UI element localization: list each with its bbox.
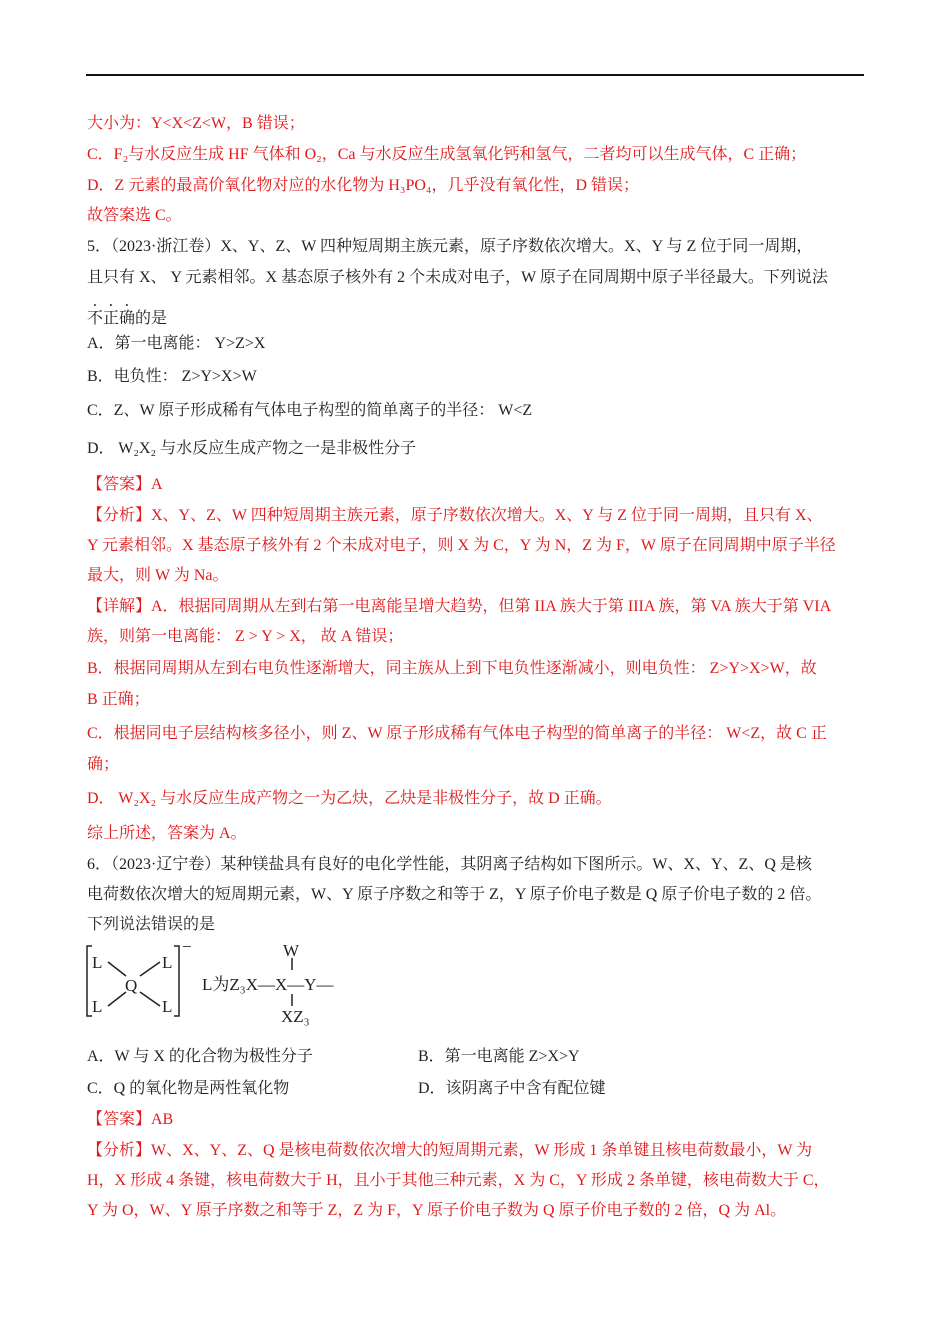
prev-line: 大小为：Y<X<Z<W，B 错误； bbox=[87, 115, 305, 132]
ligand-label: L bbox=[92, 997, 103, 1016]
q6-option-b: B．第一电离能 Z>X>Y bbox=[418, 1048, 580, 1065]
ligand-label: L bbox=[162, 997, 173, 1016]
q6-answer: 【答案】AB bbox=[87, 1111, 174, 1128]
ligand-definition: L为Z₃X—X—Y— bbox=[202, 975, 334, 994]
prev-line: C．F₂与水反应生成 HF 气体和 O₂，Ca 与水反应生成氢氧化钙和氢气，二者均可以生成气体，C 正确； bbox=[87, 146, 807, 163]
q5-stem-rest: 的是 bbox=[135, 310, 168, 327]
q5-detail: D． W₂X₂ 与水反应生成产物之一为乙炔，乙炔是非极性分子，故 D 正确。 bbox=[87, 790, 612, 807]
q6-stem: 电荷数依次增大的短周期元素，W、Y 原子序数之和等于 Z，Y 原子价电子数是 Q 原子价电子数的 2 倍。 bbox=[87, 886, 822, 903]
anion-structure-figure bbox=[84, 940, 374, 1030]
q5-detail: B 正确； bbox=[87, 691, 150, 708]
q5-detail: C．根据同电子层结构核多径小，则 Z、W 原子形成稀有气体电子构型的简单离子的半径： W<Z，故 C 正 bbox=[87, 725, 827, 742]
q6-analysis: 【分析】W、X、Y、Z、Q 是核电荷数依次增大的短周期元素，W 形成 1 条单键且核电荷数最小，W 为 bbox=[87, 1142, 813, 1159]
bottom-substituent: XZ₃ bbox=[281, 1007, 310, 1026]
header-rule bbox=[86, 74, 864, 76]
q5-option-d: D． W₂X₂ 与水反应生成产物之一是非极性分子 bbox=[87, 440, 417, 457]
q6-stem: 下列说法错误的是 bbox=[87, 916, 216, 933]
ligand-label: L bbox=[162, 953, 173, 972]
q6-option-a: A．W 与 X 的化合物为极性分子 bbox=[87, 1048, 313, 1065]
ligand-label: L bbox=[92, 953, 103, 972]
q6-analysis: H，X 形成 4 条键，核电荷数大于 H，且小于其他三种元素，X 为 C，Y 形成 2 条单键，核电荷数大于 C， bbox=[87, 1172, 830, 1189]
prev-line: 故答案选 C。 bbox=[87, 207, 182, 224]
q5-option-b: B．电负性： Z>Y>X>W bbox=[87, 368, 257, 385]
prev-line: D．Z 元素的最高价氧化物对应的水化物为 H₃PO₄，几乎没有氧化性，D 错误； bbox=[87, 177, 640, 194]
q5-stem bbox=[87, 301, 167, 329]
top-substituent: W bbox=[283, 941, 300, 960]
q5-option-c: C．Z、W 原子形成稀有气体电子构型的简单离子的半径： W<Z bbox=[87, 402, 533, 419]
q5-stem: 且只有 X、 Y 元素相邻。X 基态原子核外有 2 个未成对电子，W 原子在同周期中原子半径最大。下列说法 bbox=[87, 269, 828, 286]
q5-summary: 综上所述，答案为 A。 bbox=[87, 825, 247, 842]
q6-option-c: C．Q 的氧化物是两性氧化物 bbox=[87, 1080, 290, 1097]
emphasis-text: 不正确 bbox=[87, 310, 136, 327]
q5-answer: 【答案】A bbox=[87, 476, 163, 493]
center-atom-label: Q bbox=[125, 976, 138, 995]
q5-analysis: 最大，则 W 为 Na。 bbox=[87, 567, 229, 584]
q5-analysis: Y 元素相邻。X 基态原子核外有 2 个未成对电子，则 X 为 C，Y 为 N，Z 为 F，W 原子在同周期中原子半径 bbox=[87, 537, 836, 554]
q6-stem: 6．（2023·辽宁卷）某种镁盐具有良好的电化学性能，其阴离子结构如下图所示。W、X、Y、Z、Q 是核 bbox=[87, 856, 812, 873]
q5-detail: 族，则第一电离能： Z > Y > X， 故 A 错误； bbox=[87, 628, 404, 645]
q5-detail: 确； bbox=[87, 756, 120, 773]
q5-stem: 5．（2023·浙江卷）X、Y、Z、W 四种短周期主族元素，原子序数依次增大。X、Y 与 Z 位于同一周期， bbox=[87, 238, 813, 255]
q5-analysis: 【分析】X、Y、Z、W 四种短周期主族元素，原子序数依次增大。X、Y 与 Z 位于同一周期，且只有 X、 bbox=[87, 507, 823, 524]
q5-detail: 【详解】A．根据同周期从左到右第一电离能呈增大趋势，但第 IIA 族大于第 IIIA 族，第 VA 族大于第 VIA bbox=[87, 598, 832, 615]
q6-analysis: Y 为 O，W、Y 原子序数之和等于 Z，Z 为 F，Y 原子价电子数为 Q 原子价电子数的 2 倍，Q 为 Al。 bbox=[87, 1202, 787, 1219]
q5-option-a: A．第一电离能： Y>Z>X bbox=[87, 335, 266, 352]
charge-label: − bbox=[182, 940, 192, 956]
q6-option-d: D．该阴离子中含有配位键 bbox=[418, 1080, 606, 1097]
q5-detail: B．根据同周期从左到右电负性逐渐增大，同主族从上到下电负性逐渐减小，则电负性： Z>Y>X>W，故 bbox=[87, 660, 817, 677]
